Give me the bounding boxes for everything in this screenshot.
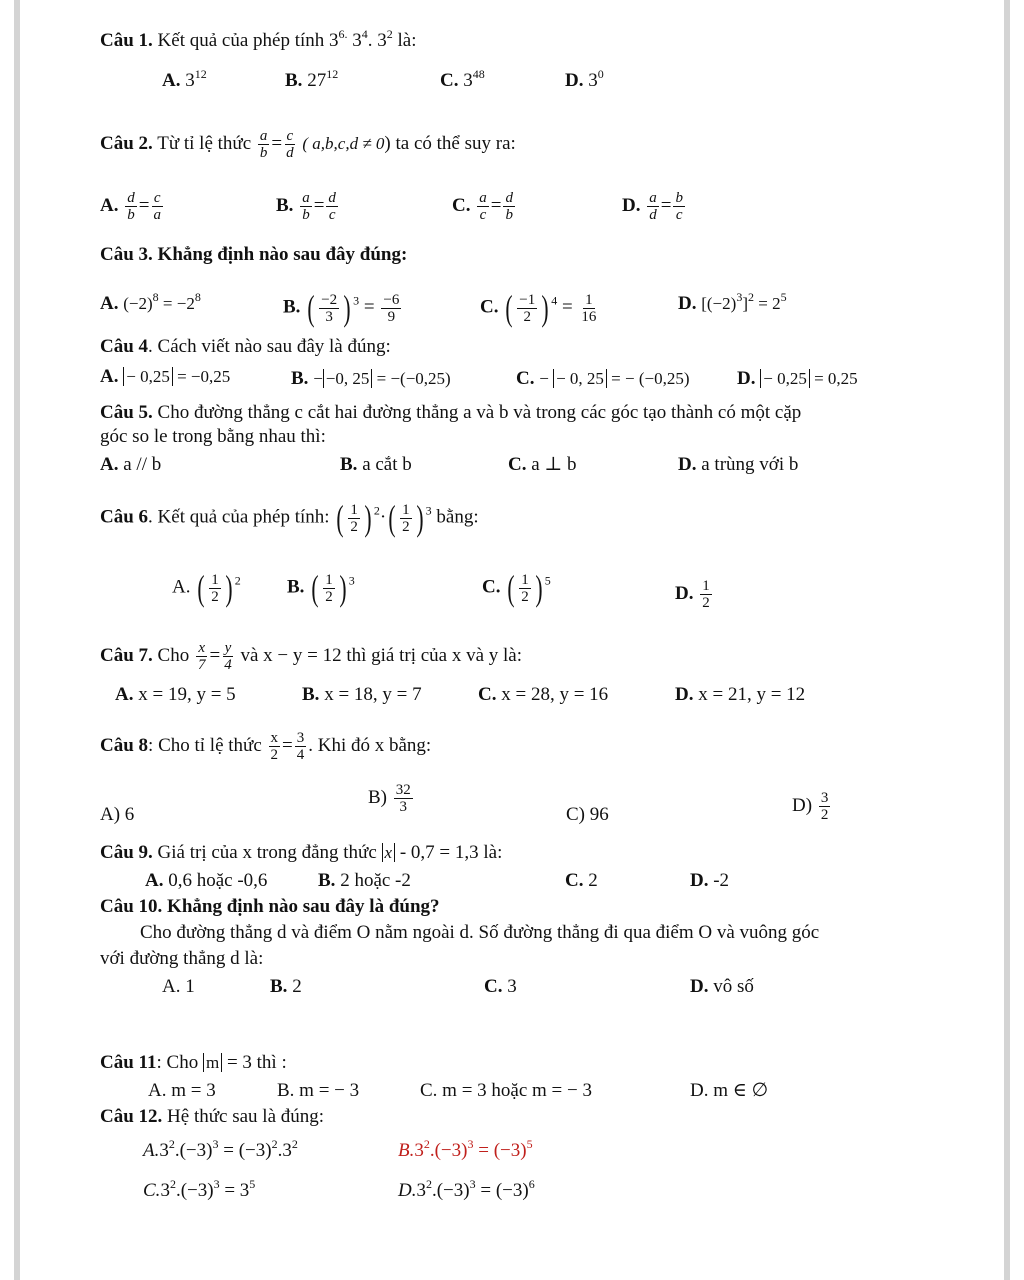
q3-option-c: C. ( $\frac{-1}{2}$ ) $^4$ = $\frac{1}{16}$: [480, 288, 597, 328]
q12-option-b: $B.3^2.(-3)^3 = (-3)^5$: [398, 1137, 533, 1161]
q5-option-d: D. a trùng với b: [678, 454, 799, 475]
q9-option-c: C. 2: [565, 870, 598, 891]
q11-option-c: C. m = 3 hoặc m = − 3: [420, 1080, 592, 1101]
q3-option-a: A. $(-2)^8 = -2^8$: [100, 290, 201, 314]
question-2: Câu 2. Từ tỉ lệ thức $\frac{a}{b}$ = $\frac{c}{d}$ ( a,b,c,d ≠ 0) ta có thể suy ra:: [100, 128, 516, 161]
q8-option-c: C) 96: [566, 804, 609, 825]
q5-option-a: A. a // b: [100, 454, 162, 475]
right-border: [1004, 0, 1010, 1280]
q11-option-b: B. m = − 3: [277, 1080, 360, 1101]
q3-option-d: D. $[(-2)^3]^2 = 2^5$: [678, 290, 787, 314]
q9-option-a: A. 0,6 hoặc -0,6: [145, 870, 268, 891]
q7-option-d: D. x = 21, y = 12: [675, 684, 806, 705]
q9-option-d: D. -2: [690, 870, 730, 891]
question-12: Câu 12. Hệ thức sau là đúng:: [100, 1106, 325, 1127]
q10-option-d: D. vô số: [690, 976, 754, 997]
q1-option-b: B. $27^{12}$: [285, 67, 339, 91]
q4-option-c: C. − − 0, 25 = − (−0,25): [516, 368, 690, 389]
question-10: Câu 10. Khẳng định nào sau đây là đúng?: [100, 896, 440, 917]
q4-option-b: B. − −0, 25 = −(−0,25): [291, 368, 451, 389]
question-10-line2: với đường thẳng d là:: [100, 948, 264, 969]
question-5-line2: góc so le trong bằng nhau thì:: [100, 426, 326, 447]
q11-option-a: A. m = 3: [148, 1080, 216, 1101]
q6-option-d: D. $\frac{1}{2}$: [675, 578, 710, 611]
question-5: Câu 5. Cho đường thẳng c cắt hai đường thẳng a và b và trong các góc tạo thành có một cặp: [100, 402, 802, 423]
question-10-line1: Cho đường thẳng d và điểm O nằm ngoài d. Số đường thẳng đi qua điểm O và vuông góc: [140, 922, 820, 943]
q6-option-b: B. ( $\frac{1}{2}$ ) $^3$: [287, 568, 355, 608]
q4-option-d: D. − 0,25 = 0,25: [737, 368, 858, 389]
question-9: Câu 9. Giá trị của x trong đẳng thức x - 0,7 = 1,3 là:: [100, 842, 503, 863]
q6-option-a: A. ( $\frac{1}{2}$ ) $^2$: [172, 568, 241, 608]
q9-option-b: B. 2 hoặc -2: [318, 870, 411, 891]
question-4: Câu 4. Cách viết nào sau đây là đúng:: [100, 336, 391, 357]
q2-option-c: C. $\frac{a}{c}$ = $\frac{d}{b}$: [452, 190, 513, 223]
q12-option-c: $C.3^2.(-3)^3 = 3^5$: [143, 1177, 256, 1201]
q5-option-c: C. a ⊥ b: [508, 454, 577, 475]
q8-option-d: D) $\frac{3}{2}$: [792, 790, 829, 823]
q8-option-a: A) 6: [100, 804, 135, 825]
question-7: Câu 7. Cho $\frac{x}{7}$ = $\frac{y}{4}$ và x − y = 12 thì giá trị của x và y là:: [100, 640, 523, 673]
q12-option-a: $A.3^2.(-3)^3 = (-3)^2.3^2$: [143, 1137, 298, 1161]
question-3: Câu 3. Khẳng định nào sau đây đúng:: [100, 244, 408, 265]
question-text: Kết quả của phép tính: [157, 30, 325, 51]
question-label: Câu 1.: [100, 30, 153, 51]
q10-option-c: C. 3: [484, 976, 517, 997]
q8-option-b: B) $\frac{32}{3}$: [368, 782, 411, 815]
question-1: Câu 1. Kết quả của phép tính $3^{6.}$ $3^4$. $3^2$ là:: [100, 27, 417, 51]
q5-option-b: B. a cắt b: [340, 454, 412, 475]
q10-option-a: A. 1: [162, 976, 195, 997]
q1-option-a: A. $3^{12}$: [162, 67, 207, 91]
q11-option-d: D. m ∈ ∅: [690, 1080, 769, 1101]
q6-option-c: C. ( $\frac{1}{2}$ ) $^5$: [482, 568, 551, 608]
q2-option-b: B. $\frac{a}{b}$ = $\frac{d}{c}$: [276, 190, 336, 223]
q7-option-a: A. x = 19, y = 5: [115, 684, 236, 705]
q1-option-c: C. $3^{48}$: [440, 67, 485, 91]
q1-option-d: D. $3^0$: [565, 67, 604, 91]
question-tail: là:: [397, 30, 417, 51]
q7-option-b: B. x = 18, y = 7: [302, 684, 422, 705]
q2-option-d: D. $\frac{a}{d}$ = $\frac{b}{c}$: [622, 190, 683, 223]
q3-option-b: B. ( $\frac{-2}{3}$ ) $^3$ = $\frac{-6}{9}$: [283, 288, 400, 328]
question-11: Câu 11: Cho m = 3 thì :: [100, 1052, 287, 1073]
left-border: [14, 0, 20, 1280]
q7-option-c: C. x = 28, y = 16: [478, 684, 609, 705]
q2-option-a: A. $\frac{d}{b}$ = $\frac{c}{a}$: [100, 190, 161, 223]
q12-option-d: $D.3^2.(-3)^3 = (-3)^6$: [398, 1177, 535, 1201]
q10-option-b: B. 2: [270, 976, 302, 997]
question-6: Câu 6. Kết quả của phép tính: ( $\frac{1}{2}$ ) $^2$· ( $\frac{1}{2}$ ) $^3$ bằng:: [100, 498, 479, 538]
question-8: Câu 8: Cho tỉ lệ thức $\frac{x}{2}$ = $\frac{3}{4}$ . Khi đó x bằng:: [100, 730, 432, 763]
q4-option-a: A. − 0,25 = −0,25: [100, 366, 231, 387]
